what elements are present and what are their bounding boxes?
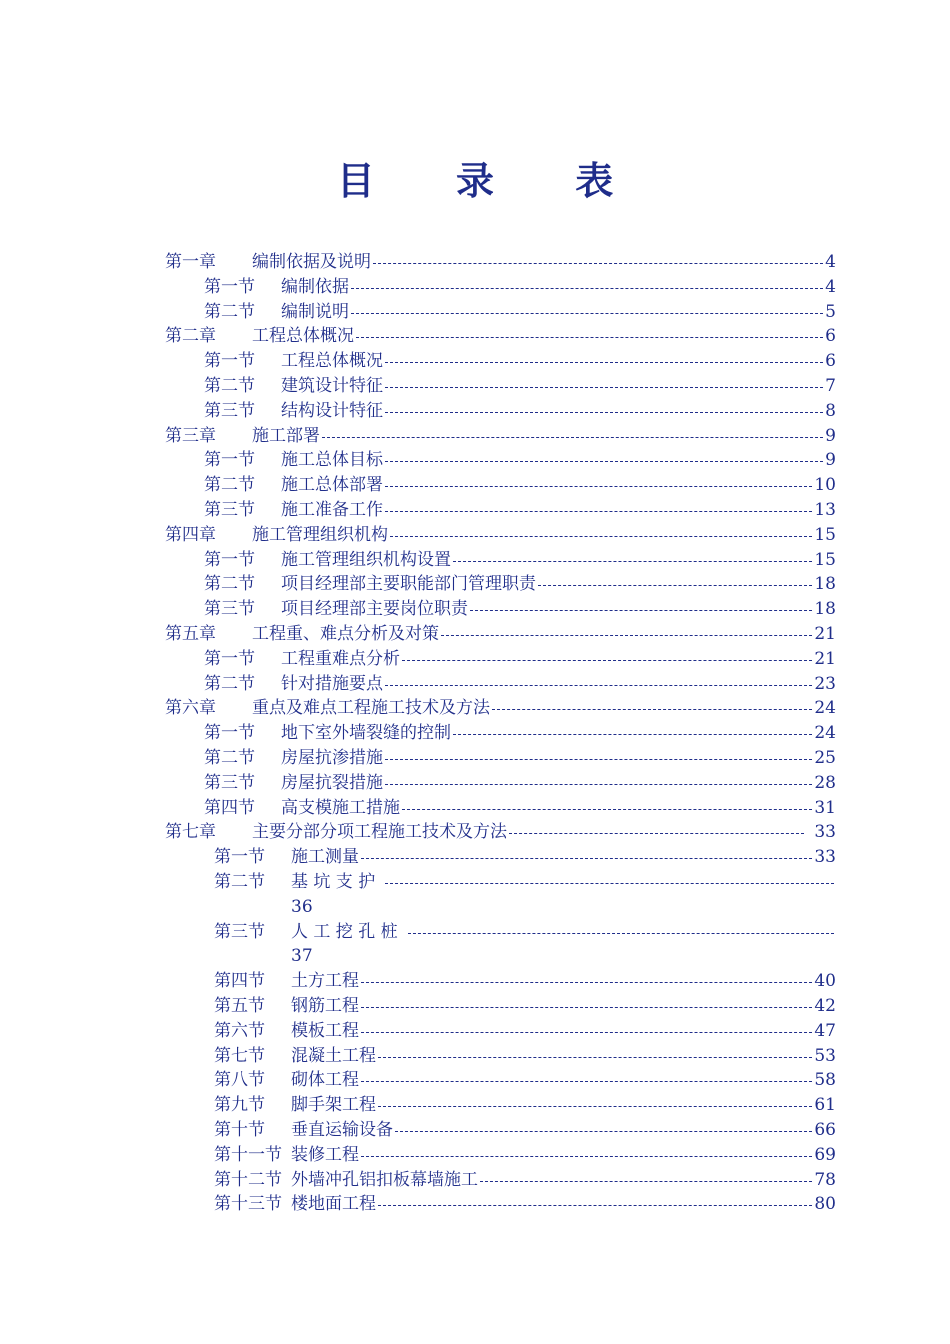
- toc-leader-dashes: [361, 1080, 812, 1082]
- toc-entry[interactable]: [204, 300, 836, 324]
- toc-leader-dashes: [538, 584, 812, 586]
- toc-entry-page: 5: [825, 301, 836, 322]
- toc-entry-page: 53: [814, 1045, 836, 1066]
- toc-entry-page: 61: [814, 1095, 836, 1116]
- toc-entry[interactable]: [204, 448, 836, 472]
- toc-leader-dashes: [373, 262, 823, 264]
- toc-entry-page: 31: [814, 797, 836, 818]
- toc-leader-dashes: [385, 386, 823, 388]
- toc-entry-number: 第二节: [204, 574, 255, 595]
- toc-entry[interactable]: [204, 672, 836, 696]
- toc-leader-dashes: [385, 783, 812, 785]
- toc-entry[interactable]: [165, 622, 836, 646]
- toc-entry-page: 36: [291, 896, 313, 917]
- toc-entry-page: 24: [814, 723, 836, 744]
- toc-entry-title: 建筑设计特征: [281, 376, 383, 396]
- toc-entry[interactable]: [214, 1118, 836, 1142]
- toc-entry-number: 第七章: [165, 822, 216, 843]
- toc-entry-number: 第十一节: [214, 1144, 282, 1165]
- toc-entry-title: 砌体工程: [291, 1070, 359, 1091]
- toc-entry[interactable]: [204, 746, 836, 770]
- toc-entry-title: 重点及难点工程施工技术及方法: [252, 698, 490, 719]
- toc-entry-number: 第一节: [204, 450, 255, 471]
- toc-entry-title: 结构设计特征: [281, 400, 383, 421]
- toc-entry-page: 21: [814, 624, 836, 644]
- toc-entry-page: 15: [814, 549, 836, 570]
- toc-entry[interactable]: [165, 424, 836, 448]
- toc-leader-dashes: [402, 659, 812, 661]
- toc-entry-page: 25: [814, 748, 836, 768]
- toc-entry-title: 工程总体概况: [252, 326, 354, 347]
- toc-entry[interactable]: [204, 796, 836, 820]
- toc-entry-number: 第五章: [165, 624, 216, 644]
- toc-entry-page: 23: [814, 673, 836, 694]
- toc-leader-dashes: [385, 510, 812, 512]
- toc-entry-number: 第十二节: [214, 1169, 282, 1190]
- toc-entry-number: 第十节: [214, 1120, 265, 1140]
- toc-entry-page: 21: [814, 648, 836, 669]
- toc-entry-page: 4: [825, 276, 836, 297]
- toc-entry-number: 第十三节: [214, 1194, 282, 1215]
- toc-entry[interactable]: [204, 597, 836, 621]
- toc-entry-title: 工程重难点分析: [281, 648, 400, 669]
- toc-entry-title: 基 坑 支 护: [291, 872, 376, 892]
- toc-entry[interactable]: [204, 374, 836, 398]
- toc-entry[interactable]: [165, 696, 836, 720]
- toc-entry-title: 施工总体目标: [281, 450, 383, 471]
- toc-entry-number: 第六章: [165, 698, 216, 719]
- toc-entry-page: 7: [825, 376, 836, 396]
- toc-leader-dashes: [385, 411, 823, 413]
- toc-entry[interactable]: [214, 1192, 836, 1216]
- toc-entry-page: 18: [814, 574, 836, 595]
- toc-entry-number: 第二章: [165, 326, 216, 347]
- toc-entry-number: 第二节: [204, 673, 255, 694]
- toc-entry-title: 项目经理部主要职能部门管理职责: [281, 574, 536, 595]
- toc-entry-page: 9: [825, 450, 836, 471]
- toc-entry-title: 施工测量: [291, 847, 359, 868]
- toc-entry-number: 第一章: [165, 252, 216, 272]
- toc-leader-dashes: [480, 1180, 812, 1182]
- toc-entry-number: 第一节: [204, 648, 255, 669]
- toc-entry-title: 项目经理部主要岗位职责: [281, 599, 468, 620]
- toc-entry-title: 模板工程: [291, 1020, 359, 1041]
- toc-leader-dashes: [385, 485, 812, 487]
- toc-entry-title: 高支模施工措施: [281, 797, 400, 818]
- toc-entry-title: 编制依据及说明: [252, 252, 371, 272]
- toc-entry-title: 主要分部分项工程施工技术及方法: [252, 822, 507, 843]
- toc-entry-number: 第四节: [204, 797, 255, 818]
- toc-entry[interactable]: [204, 473, 836, 497]
- toc-leader-dashes: [441, 634, 812, 636]
- toc-leader-dashes: [395, 1130, 812, 1132]
- toc-entry-number: 第六节: [214, 1020, 265, 1041]
- toc-leader-dashes: [385, 882, 834, 884]
- toc-entry-number: 第四章: [165, 524, 216, 545]
- toc-entry-page: 42: [814, 996, 836, 1016]
- toc-entry[interactable]: [214, 870, 836, 894]
- toc-entry-number: 第三章: [165, 425, 216, 446]
- toc-entry-number: 第二节: [204, 376, 255, 396]
- toc-leader-dashes: [402, 808, 812, 810]
- toc-leader-dashes: [322, 436, 823, 438]
- toc-entry-number: 第八节: [214, 1070, 265, 1091]
- toc-entry-number: 第四节: [214, 971, 265, 992]
- toc-entry-title: 针对措施要点: [281, 673, 383, 694]
- toc-entry-page: 9: [825, 425, 836, 446]
- toc-entry[interactable]: [214, 1093, 836, 1117]
- toc-entry-title: 工程重、难点分析及对策: [252, 624, 439, 644]
- toc-entry-page: 8: [825, 400, 836, 421]
- toc-entry-number: 第三节: [214, 921, 265, 942]
- toc-entry-title: 土方工程: [291, 971, 359, 992]
- toc-entry[interactable]: [214, 1068, 836, 1092]
- toc-entry-title: 楼地面工程: [291, 1194, 376, 1215]
- toc-entry[interactable]: [214, 1168, 836, 1192]
- toc-leader-dashes: [378, 1204, 812, 1206]
- toc-entry-number: 第二节: [204, 475, 255, 496]
- toc-entry-page: 15: [814, 524, 836, 545]
- toc-entry-title: 施工管理组织机构: [252, 524, 388, 545]
- toc-entry-number: 第三节: [204, 772, 255, 793]
- toc-entry-page: 33: [814, 847, 836, 868]
- toc-entry[interactable]: [165, 250, 836, 274]
- toc-entry-number: 第二节: [204, 301, 255, 322]
- toc-entry-number: 第七节: [214, 1045, 265, 1066]
- toc-entry[interactable]: [204, 399, 836, 423]
- toc-entry[interactable]: [214, 845, 836, 869]
- toc-leader-dashes: [361, 1155, 812, 1157]
- toc-entry-title: 垂直运输设备: [291, 1120, 393, 1140]
- toc-entry-title: 施工部署: [252, 425, 320, 446]
- toc-entry-number: 第九节: [214, 1095, 265, 1116]
- toc-leader-dashes: [385, 361, 823, 363]
- toc-leader-dashes: [390, 535, 812, 537]
- toc-entry-page: 18: [814, 599, 836, 620]
- toc-leader-dashes: [356, 336, 823, 338]
- page-title: 目 录 表: [336, 158, 648, 203]
- toc-entry[interactable]: [204, 721, 836, 745]
- toc-entry-title: 外墙冲孔铝扣板幕墙施工: [291, 1169, 478, 1190]
- toc-entry-number: 第一节: [204, 549, 255, 570]
- toc-entry-page: 47: [814, 1020, 836, 1041]
- toc-entry[interactable]: [214, 1019, 836, 1043]
- toc-entry[interactable]: [204, 548, 836, 572]
- toc-entry-number: 第三节: [204, 500, 255, 520]
- toc-entry-number: 第一节: [204, 723, 255, 744]
- toc-entry-page: 66: [814, 1120, 836, 1140]
- toc-entry-page: 58: [814, 1070, 836, 1091]
- toc-entry-number: 第五节: [214, 996, 265, 1016]
- toc-leader-dashes: [361, 857, 812, 859]
- toc-entry-title: 房屋抗裂措施: [281, 772, 383, 793]
- toc-leader-dashes: [509, 832, 804, 834]
- toc-entry-number: 第三节: [204, 400, 255, 421]
- toc-entry[interactable]: [204, 572, 836, 596]
- toc-entry[interactable]: [214, 1044, 836, 1068]
- toc-leader-dashes: [361, 981, 812, 983]
- toc-entry-number: 第三节: [204, 599, 255, 620]
- toc-leader-dashes: [361, 1006, 812, 1008]
- toc-entry-title: 脚手架工程: [291, 1095, 376, 1116]
- toc-leader-dashes: [385, 758, 812, 760]
- toc-entry-number: 第一节: [214, 847, 265, 868]
- toc-entry-title: 房屋抗渗措施: [281, 748, 383, 768]
- toc-entry[interactable]: [204, 498, 836, 522]
- toc-entry-page: 40: [814, 971, 836, 992]
- toc-entry-number: 第一节: [204, 276, 255, 297]
- toc-entry-title: 施工管理组织机构设置: [281, 549, 451, 570]
- toc-entry-title: 工程总体概况: [281, 351, 383, 372]
- toc-entry-page: 6: [825, 326, 836, 347]
- toc-entry-title: 装修工程: [291, 1144, 359, 1165]
- toc-entry[interactable]: [165, 523, 836, 547]
- toc-leader-dashes: [378, 1105, 812, 1107]
- toc-leader-dashes: [408, 932, 834, 934]
- toc-entry-title: 钢筋工程: [291, 996, 359, 1016]
- toc-entry-page: 10: [814, 475, 836, 496]
- toc-entry-page: 80: [814, 1194, 836, 1215]
- toc-entry[interactable]: [204, 647, 836, 671]
- toc-entry[interactable]: [204, 349, 836, 373]
- toc-entry[interactable]: [214, 969, 836, 993]
- toc-leader-dashes: [385, 460, 823, 462]
- toc-entry-page: 4: [825, 252, 836, 272]
- toc-leader-dashes: [453, 560, 812, 562]
- toc-entry-page: 6: [825, 351, 836, 372]
- toc-leader-dashes: [470, 609, 812, 611]
- toc-entry-number: 第二节: [214, 872, 265, 892]
- toc-entry-page: 24: [814, 698, 836, 719]
- toc-entry[interactable]: [214, 994, 836, 1018]
- toc-entry-page: 33: [814, 822, 836, 843]
- toc-entry[interactable]: [165, 324, 836, 348]
- toc-entry-title: 编制依据: [281, 276, 349, 297]
- toc-leader-dashes: [453, 733, 812, 735]
- toc-leader-dashes: [351, 287, 823, 289]
- toc-entry-page: 69: [814, 1144, 836, 1165]
- toc-leader-dashes: [492, 708, 812, 710]
- toc-entry[interactable]: [204, 275, 836, 299]
- toc-entry[interactable]: [165, 820, 836, 844]
- toc-entry[interactable]: [204, 771, 836, 795]
- toc-entry-title: 施工总体部署: [281, 475, 383, 496]
- toc-entry-number: 第二节: [204, 748, 255, 768]
- toc-entry[interactable]: [214, 1143, 836, 1167]
- toc-leader-dashes: [378, 1056, 812, 1058]
- toc-entry-page: 37: [291, 946, 313, 967]
- toc-leader-dashes: [385, 684, 812, 686]
- toc-entry-number: 第一节: [204, 351, 255, 372]
- toc-entry-title: 混凝土工程: [291, 1045, 376, 1066]
- toc-entry[interactable]: [214, 920, 836, 944]
- toc-leader-dashes: [351, 312, 823, 314]
- toc-entry-title: 人 工 挖 孔 桩: [291, 921, 398, 942]
- toc-leader-dashes: [361, 1031, 812, 1033]
- toc-entry-page: 28: [814, 772, 836, 793]
- toc-entry-title: 施工准备工作: [281, 500, 383, 520]
- toc-entry-title: 地下室外墙裂缝的控制: [281, 723, 451, 744]
- toc-entry-page: 78: [814, 1169, 836, 1190]
- toc-entry-page: 13: [814, 500, 836, 520]
- toc-entry-title: 编制说明: [281, 301, 349, 322]
